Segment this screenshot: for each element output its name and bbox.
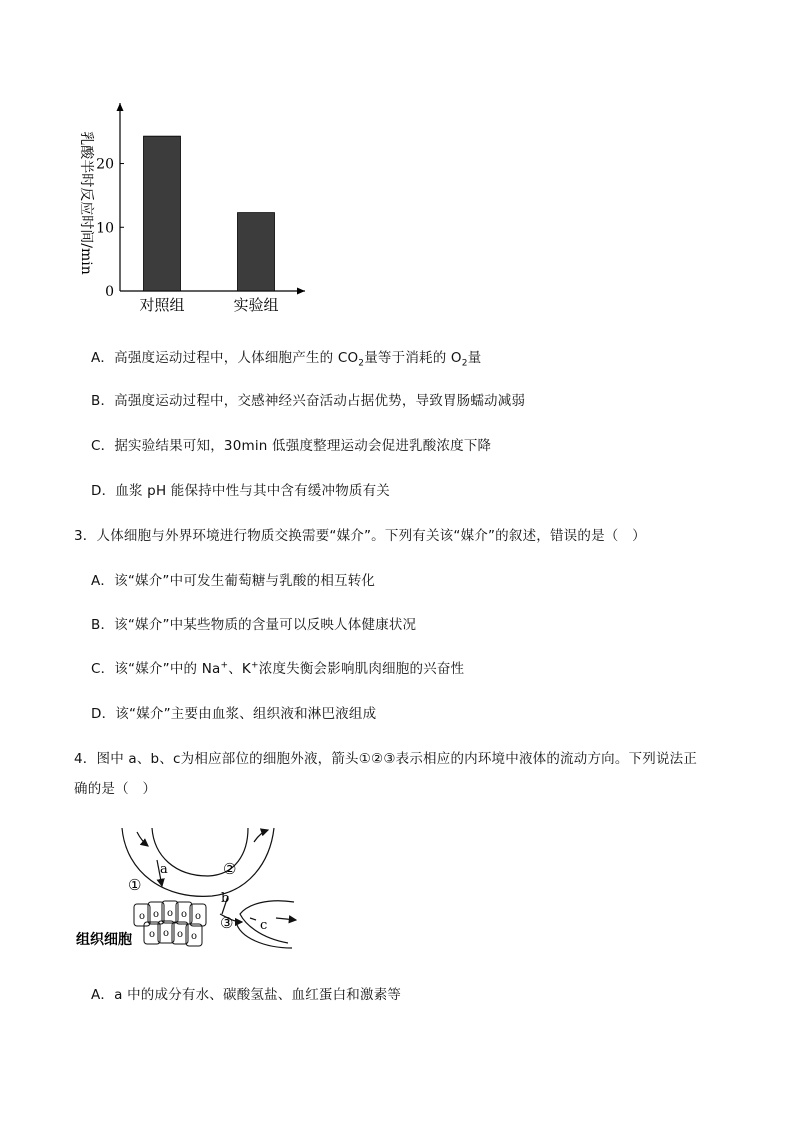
label-b: b [221, 891, 230, 906]
y-tick-label-20: 20 [96, 156, 114, 173]
circle-label-1: ① [128, 876, 142, 894]
label-a: a [160, 862, 168, 877]
svg-text:o: o [195, 911, 202, 922]
y-tick-label-0: 0 [105, 284, 114, 300]
q2-option-b: B．高强度运动过程中，交感神经兴奋活动占据优势，导致胃肠蠕动减弱 [91, 393, 526, 409]
q3-option-d: D．该“媒介”主要由血浆、组织液和淋巴液组成 [91, 706, 377, 722]
q3-option-a: A．该“媒介”中可发生葡萄糖与乳酸的相互转化 [91, 573, 376, 589]
tissue-cell-label: 组织细胞 [76, 932, 132, 948]
bar-0 [144, 136, 181, 291]
svg-text:o: o [167, 908, 174, 919]
q2-option-d: D．血浆 pH 能保持中性与其中含有缓冲物质有关 [91, 483, 390, 499]
q2-option-a: A．高强度运动过程中，人体细胞产生的 $CO_2$量等于消耗的 $O_2$量 [91, 350, 482, 369]
q4-stem-line1: 4．图中 a、b、c为相应部位的细胞外液，箭头①②③表示相应的内环境中液体的流动方向。下列说法正 [74, 751, 698, 767]
svg-text:o: o [153, 909, 160, 920]
q4-option-a: A．a 中的成分有水、碳酸氢盐、血红蛋白和激素等 [91, 987, 402, 1003]
bar-chart [70, 95, 320, 320]
q3-option-c: C．该“媒介”中的 Na+、K+浓度失衡会影响肌肉细胞的兴奋性 [91, 660, 465, 677]
q4-stem-line2: 确的是（ ） [74, 781, 157, 797]
extracellular-fluid-diagram [70, 818, 310, 953]
circle-label-2: ② [223, 860, 237, 878]
y-tick-label-10: 10 [96, 220, 114, 237]
lymph-flow-arrow [276, 918, 296, 920]
svg-text:o: o [181, 909, 188, 920]
x-tick-label-1: 实验组 [233, 296, 279, 314]
svg-text:o: o [149, 929, 156, 940]
svg-text:o: o [191, 931, 198, 942]
x-tick-label-0: 对照组 [139, 296, 185, 314]
blood-flow-arrow-right [254, 830, 268, 842]
q2-option-c: C．据实验结果可知，30min 低强度整理运动会促进乳酸浓度下降 [91, 438, 492, 454]
circle-label-3: ③ [220, 914, 234, 932]
svg-text:o: o [177, 929, 184, 940]
blood-flow-arrow-left [137, 832, 148, 846]
svg-text:o: o [139, 911, 146, 922]
q3-option-b: B．该“媒介”中某些物质的含量可以反映人体健康状况 [91, 617, 417, 633]
y-axis-label: 乳酸半时反应时间/min [78, 131, 94, 275]
q3-stem: 3．人体细胞与外界环境进行物质交换需要“媒介”。下列有关该“媒介”的叙述，错误的是（ ） [74, 528, 646, 544]
c-pointer [250, 918, 256, 920]
capillary-outer-wall [122, 828, 274, 896]
x-axis-arrow [297, 288, 305, 295]
svg-text:o: o [163, 928, 170, 939]
label-c: c [260, 918, 268, 933]
bar-1 [238, 213, 275, 291]
y-axis-arrow [117, 103, 124, 111]
